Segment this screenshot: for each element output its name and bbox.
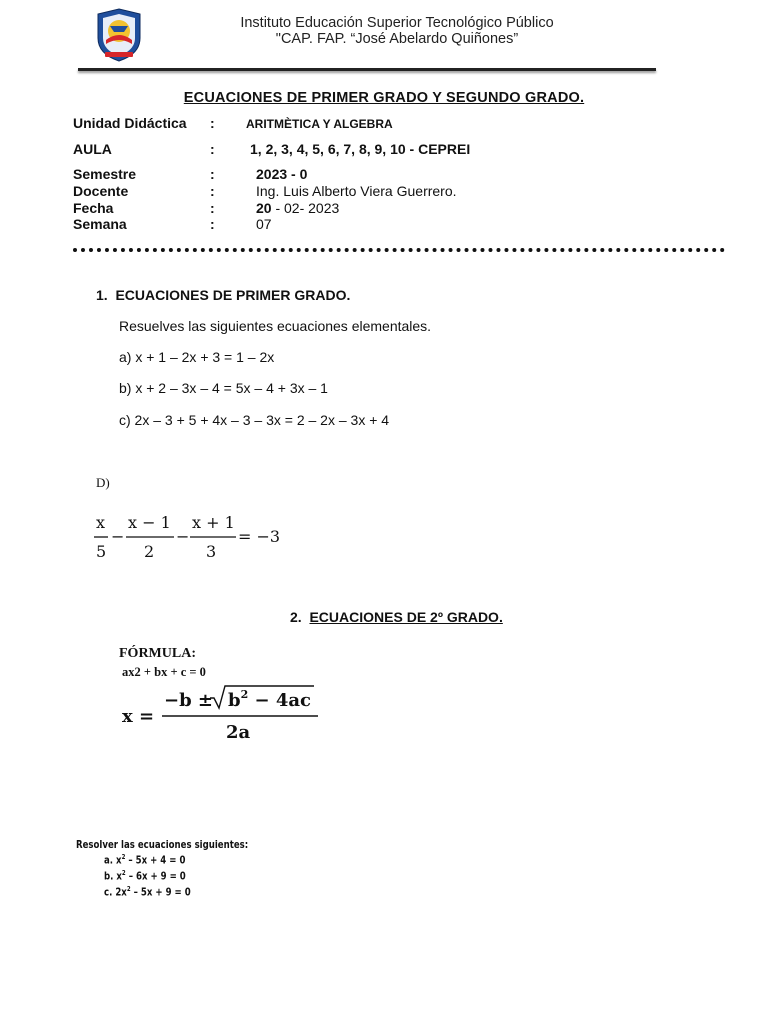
institute-name: Instituto Educación Superior Tecnológico Público [240, 15, 554, 31]
document-title: ECUACIONES DE PRIMER GRADO Y SEGUNDO GRADO. [183, 90, 585, 106]
equation-d-rhs: = −3 [238, 527, 281, 546]
unidad-colon: : [210, 115, 215, 131]
section2-number: 2. [290, 609, 302, 625]
fecha-colon: : [210, 200, 215, 216]
fraction1-numerator: x [96, 513, 106, 532]
exercise-c: c. $2x^2 - 5x + 9 = 0$ [104, 885, 191, 899]
minus-sign-1: − [111, 527, 125, 546]
section1-intro: Resuelves las siguientes ecuaciones elementales. [119, 318, 432, 334]
semestre-value: 2023 - 0 [256, 166, 308, 182]
aula-colon: : [210, 141, 215, 157]
docente-label: Docente [73, 183, 129, 199]
unidad-value: ARITMÈTICA Y ALGEBRA [246, 117, 393, 131]
equation-d-fractions [94, 510, 294, 564]
institute-subtitle: "CAP. FAP. “José Abelardo Quiñones” [275, 31, 519, 47]
section1-heading [96, 287, 350, 303]
quadratic-formula [118, 684, 328, 744]
semana-colon: : [210, 216, 215, 232]
fecha-value [256, 200, 339, 216]
quadratic-denominator: 2a [226, 722, 251, 743]
fecha-day: 20 [256, 200, 272, 216]
formula-label: FÓRMULA: [119, 646, 196, 661]
quadratic-lhs: x = [122, 706, 155, 727]
docente-value: Ing. Luis Alberto Viera Guerrero. [256, 183, 457, 199]
fecha-month-year: - 02- 2023 [271, 200, 340, 216]
quadratic-radicand: $b^2 - 4ac$ [228, 688, 312, 711]
header-rule [78, 68, 656, 71]
institute-logo [96, 8, 142, 62]
section1-title: ECUACIONES DE PRIMER GRADO. [115, 287, 351, 303]
docente-colon: : [210, 183, 215, 199]
equation-c: c) 2x – 3 + 5 + 4x – 3 – 3x = 2 – 2x – 3x + 4 [119, 412, 390, 428]
fraction2-denominator: 2 [144, 542, 155, 561]
fraction1-denominator: 5 [96, 542, 107, 561]
aula-label: AULA [73, 141, 112, 157]
semestre-label: Semestre [73, 166, 137, 182]
exercise-a: a. $x^2 - 5x + 4 = 0$ [104, 853, 186, 867]
fraction2-numerator: x − 1 [128, 513, 171, 532]
dotted-divider [73, 248, 725, 252]
semana-label: Semana [73, 216, 127, 232]
quadratic-numerator-prefix: −b ± [164, 690, 214, 711]
section2-heading [290, 609, 503, 625]
equation-d-label: D) [96, 475, 110, 490]
equation-b: b) x + 2 – 3x – 4 = 5x – 4 + 3x – 1 [119, 380, 328, 396]
semestre-colon: : [210, 166, 215, 182]
unidad-label: Unidad Didáctica [73, 115, 187, 131]
section2-title: ECUACIONES DE 2º GRADO. [309, 609, 503, 625]
fraction3-numerator: x + 1 [192, 513, 235, 532]
exercises-heading: Resolver las ecuaciones siguientes: [76, 838, 249, 851]
exercise-b: b. $x^2 - 6x + 9 = 0$ [104, 869, 186, 883]
aula-value: 1, 2, 3, 4, 5, 6, 7, 8, 9, 10 - CEPREI [250, 141, 471, 157]
general-quadratic-form: ax2 + bx + c = 0 [122, 665, 206, 679]
section1-number: 1. [96, 287, 108, 303]
semana-value: 07 [256, 216, 272, 232]
minus-sign-2: − [176, 527, 190, 546]
fraction3-denominator: 3 [206, 542, 217, 561]
equation-a: a) x + 1 – 2x + 3 = 1 – 2x [119, 349, 275, 365]
fecha-label: Fecha [73, 200, 114, 216]
